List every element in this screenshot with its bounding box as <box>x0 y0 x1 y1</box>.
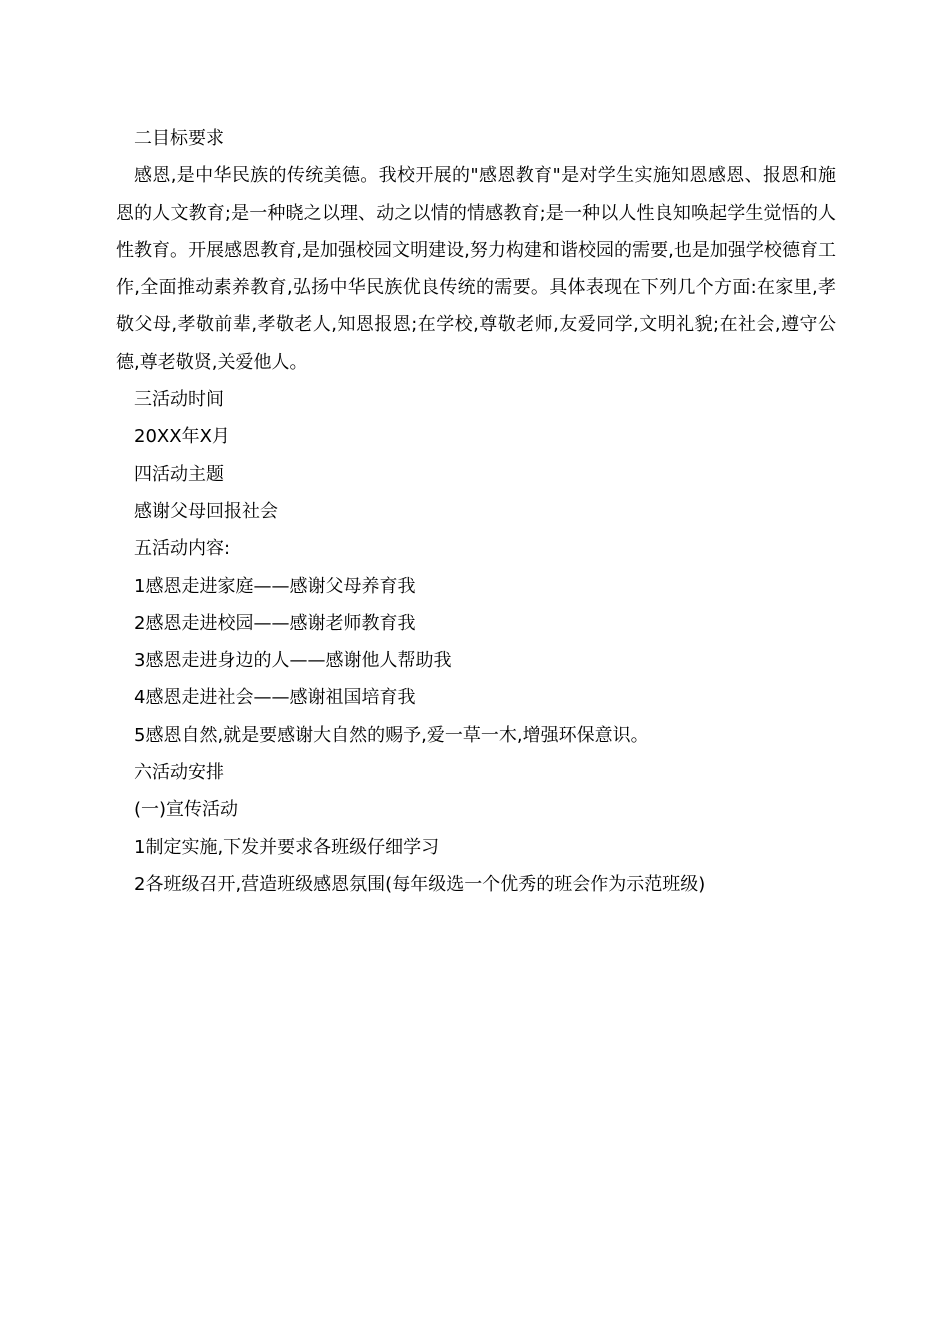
content-list-item: 2感恩走进校园——感谢老师教育我 <box>134 612 416 634</box>
subsection-heading-publicity: (一)宣传活动 <box>134 799 239 821</box>
content-list-item: 1感恩走进家庭——感谢父母养育我 <box>134 575 416 597</box>
content-list-item: 5感恩自然,就是要感谢大自然的赐予,爱一草一木,增强环保意识。 <box>134 724 649 746</box>
activity-theme-value: 感谢父母回报社会 <box>134 500 278 522</box>
document-body <box>116 120 836 903</box>
arrangement-list-item: 1制定实施,下发并要求各班级仔细学习 <box>134 836 440 858</box>
activity-time-value: 20XX年X月 <box>134 426 230 448</box>
content-list-item: 4感恩走进社会——感谢祖国培育我 <box>134 687 416 709</box>
arrangement-list-item: 2各班级召开,营造班级感恩氛围(每年级选一个优秀的班会作为示范班级) <box>134 873 706 895</box>
section-heading-goals: 二目标要求 <box>134 128 224 149</box>
section-heading-arrangement: 六活动安排 <box>134 762 224 784</box>
section-heading-content: 五活动内容: <box>134 538 231 560</box>
section-heading-time: 三活动时间 <box>134 389 224 411</box>
content-list-item: 3感恩走进身边的人——感谢他人帮助我 <box>134 650 452 672</box>
goals-paragraph: 感恩,是中华民族的传统美德。我校开展的"感恩教育"是对学生实施知恩感恩、报恩和施恩的人文教育;是一种晓之以理、动之以情的情感教育;是一种以人性良知唤起学生觉悟的人性教育。开展感恩教育,是加强校园文明建设,努力构建和谐校园的需要,也是加强学校德育工作,全面推动素养教育,弘扬中华民族优良传统的需要。具体表现在下列几个方面:在家里,孝敬父母,孝敬前辈,孝敬老人,知恩报恩;在学校,尊敬老师,友爱同学,文明礼貌;在社会,遵守公德,尊老敬贤,关爱他人。 <box>116 165 836 373</box>
section-heading-theme: 四活动主题 <box>134 463 224 485</box>
